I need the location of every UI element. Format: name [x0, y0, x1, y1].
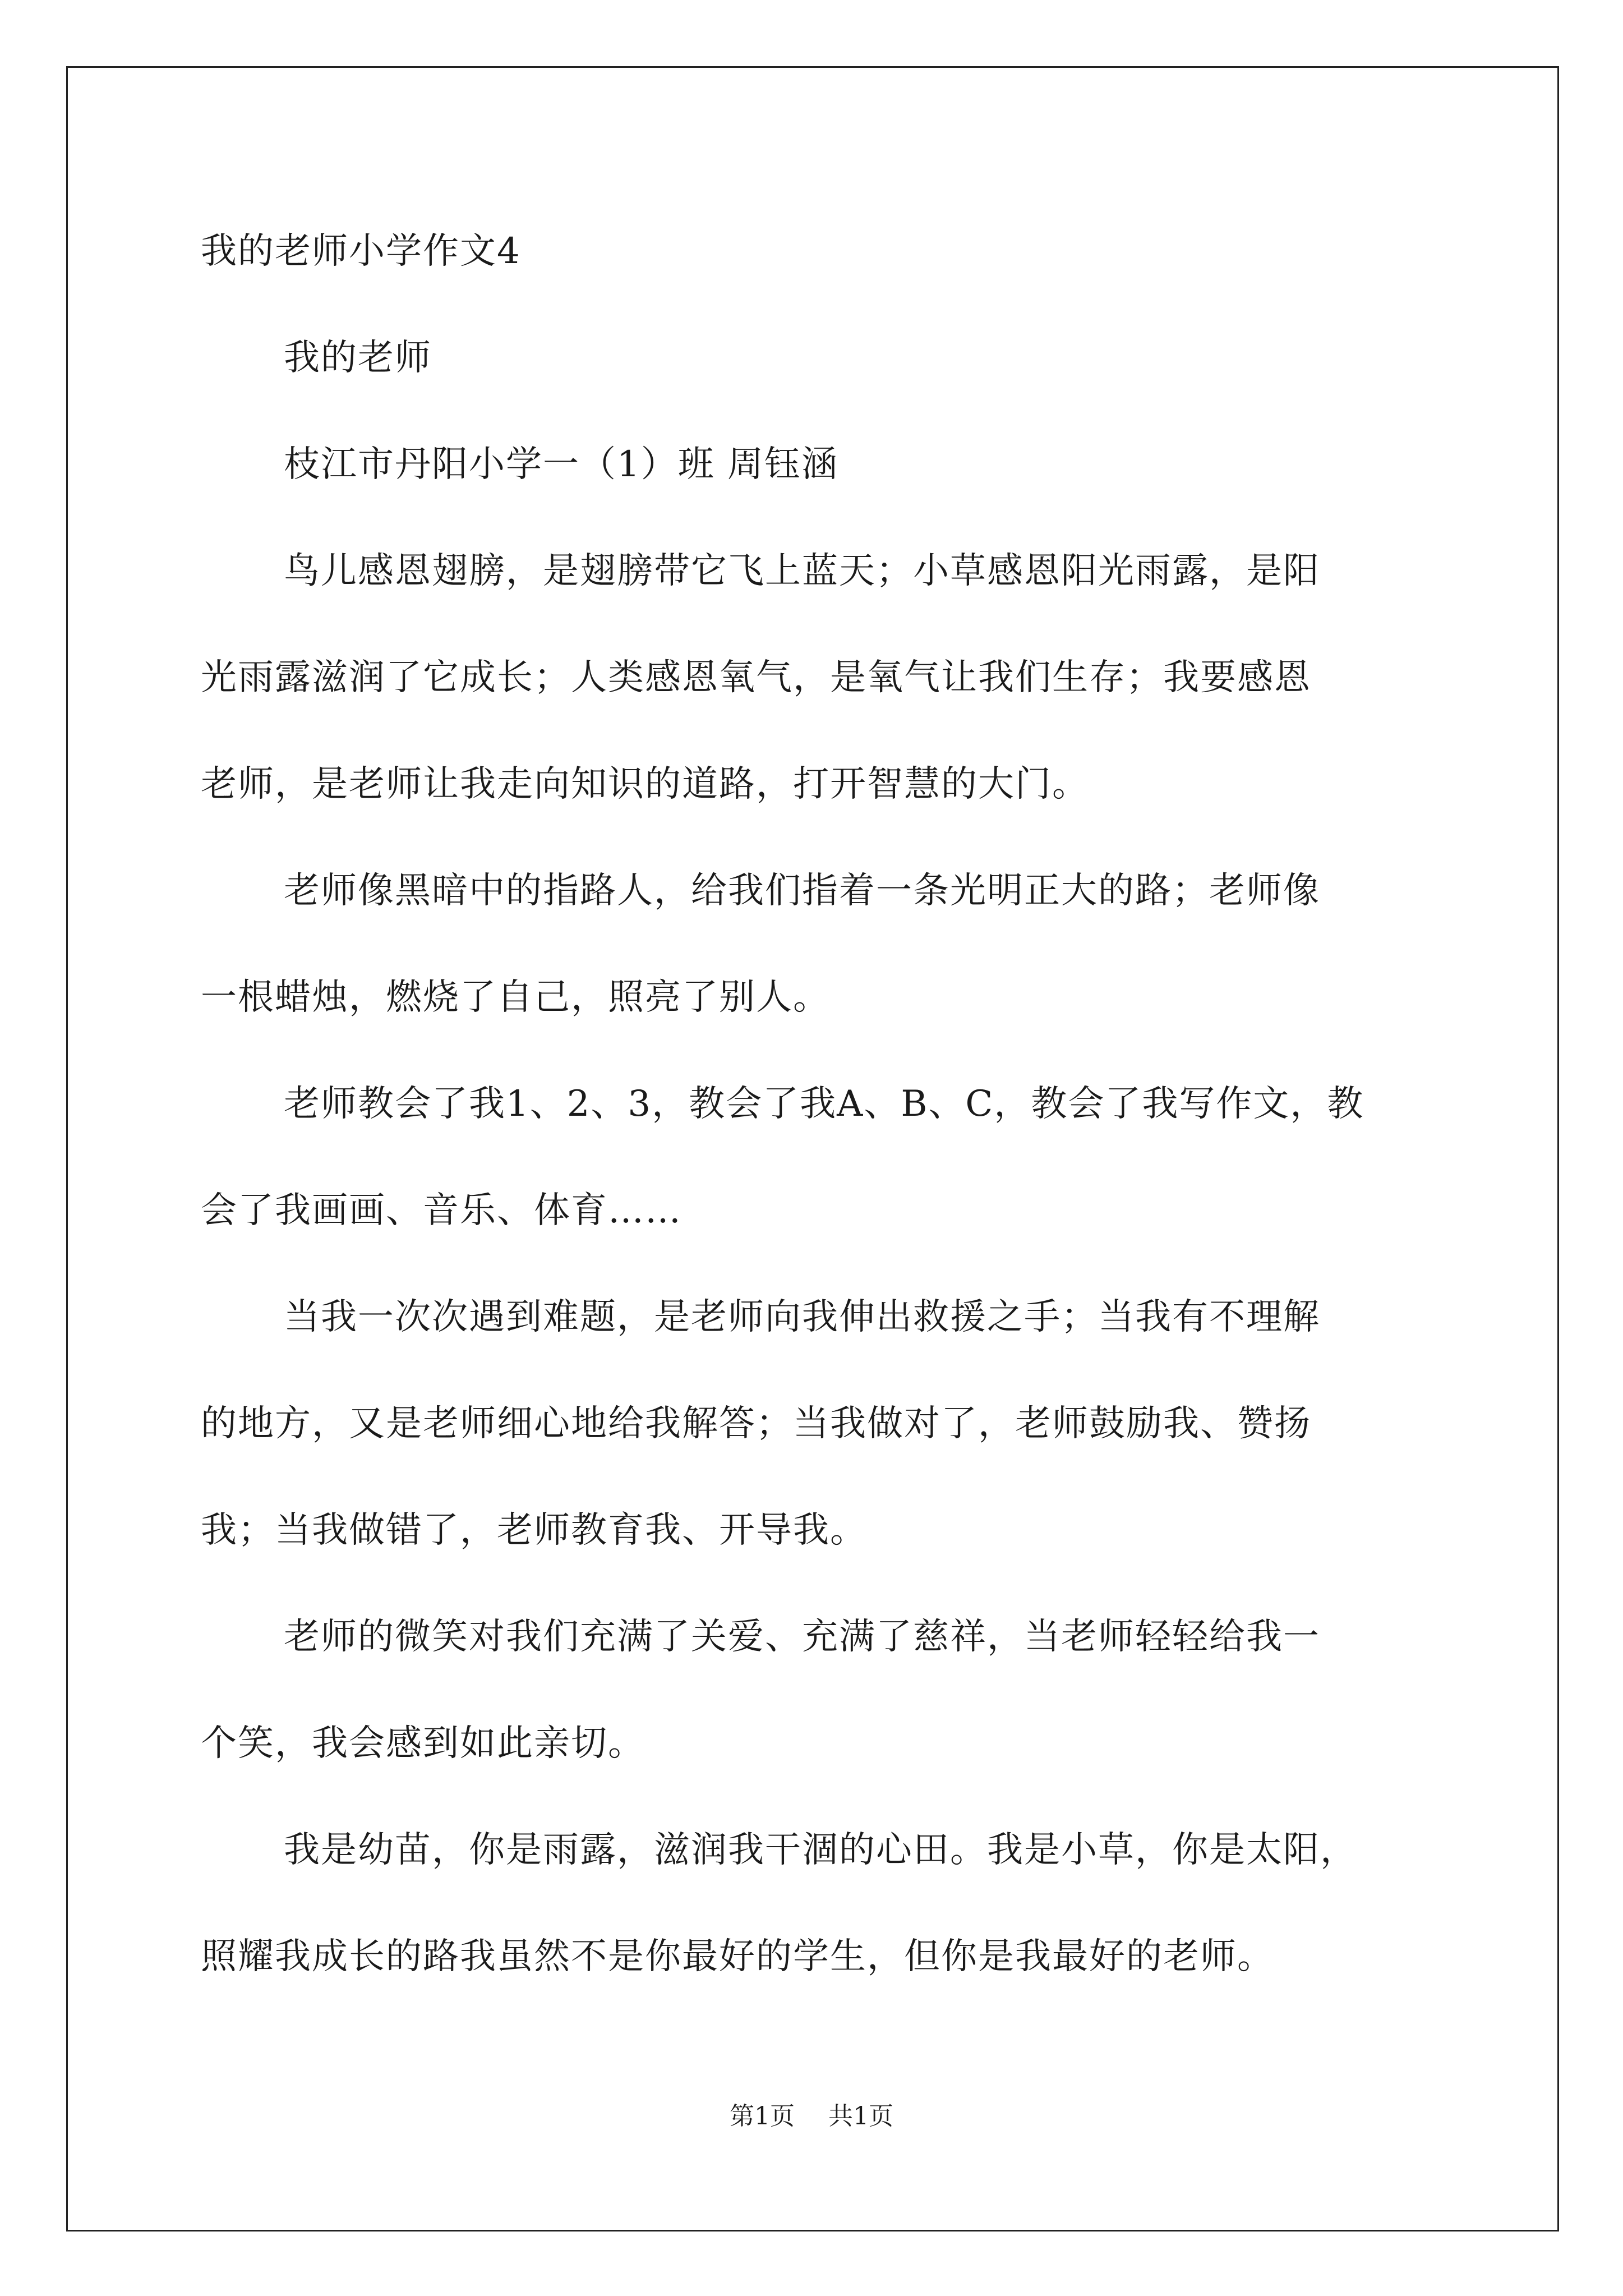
- page-number: 第1页: [730, 2102, 795, 2131]
- essay-title: 我的老师: [284, 337, 432, 379]
- paragraph-line: 我是幼苗，你是雨露，滋润我干涸的心田。我是小草，你是太阳，: [284, 1829, 1357, 1871]
- paragraph-line: 老师像黑暗中的指路人，给我们指着一条光明正大的路；老师像: [284, 870, 1320, 912]
- paragraph-line: 照耀我成长的路我虽然不是你最好的学生，但你是我最好的老师。: [201, 1936, 1274, 1977]
- page-border: [66, 66, 1559, 2231]
- paragraph-line: 一根蜡烛，燃烧了自己，照亮了别人。: [201, 977, 830, 1018]
- paragraph-line: 鸟儿感恩翅膀，是翅膀带它飞上蓝天；小草感恩阳光雨露，是阳: [284, 550, 1320, 592]
- page-total: 共1页: [828, 2102, 893, 2131]
- document-title: 我的老师小学作文4: [201, 231, 521, 272]
- paragraph-line: 的地方，又是老师细心地给我解答；当我做对了，老师鼓励我、赞扬: [201, 1403, 1311, 1444]
- page-footer: [0, 2101, 1623, 2132]
- paragraph-line: 会了我画画、音乐、体育……: [201, 1190, 682, 1231]
- paragraph-line: 光雨露滋润了它成长；人类感恩氧气，是氧气让我们生存；我要感恩: [201, 657, 1311, 698]
- paragraph-line: 老师，是老师让我走向知识的道路，打开智慧的大门。: [201, 763, 1089, 805]
- paragraph-line: 我；当我做错了，老师教育我、开导我。: [201, 1510, 867, 1551]
- paragraph-line: 当我一次次遇到难题，是老师向我伸出救援之手；当我有不理解: [284, 1296, 1320, 1338]
- author-line: 枝江市丹阳小学一（1）班 周钰涵: [284, 444, 839, 485]
- paragraph-line: 个笑，我会感到如此亲切。: [201, 1723, 645, 1764]
- paragraph-line: 老师教会了我1、2、3，教会了我A、B、C，教会了我写作文，教: [284, 1083, 1364, 1125]
- paragraph-line: 老师的微笑对我们充满了关爱、充满了慈祥，当老师轻轻给我一: [284, 1616, 1320, 1658]
